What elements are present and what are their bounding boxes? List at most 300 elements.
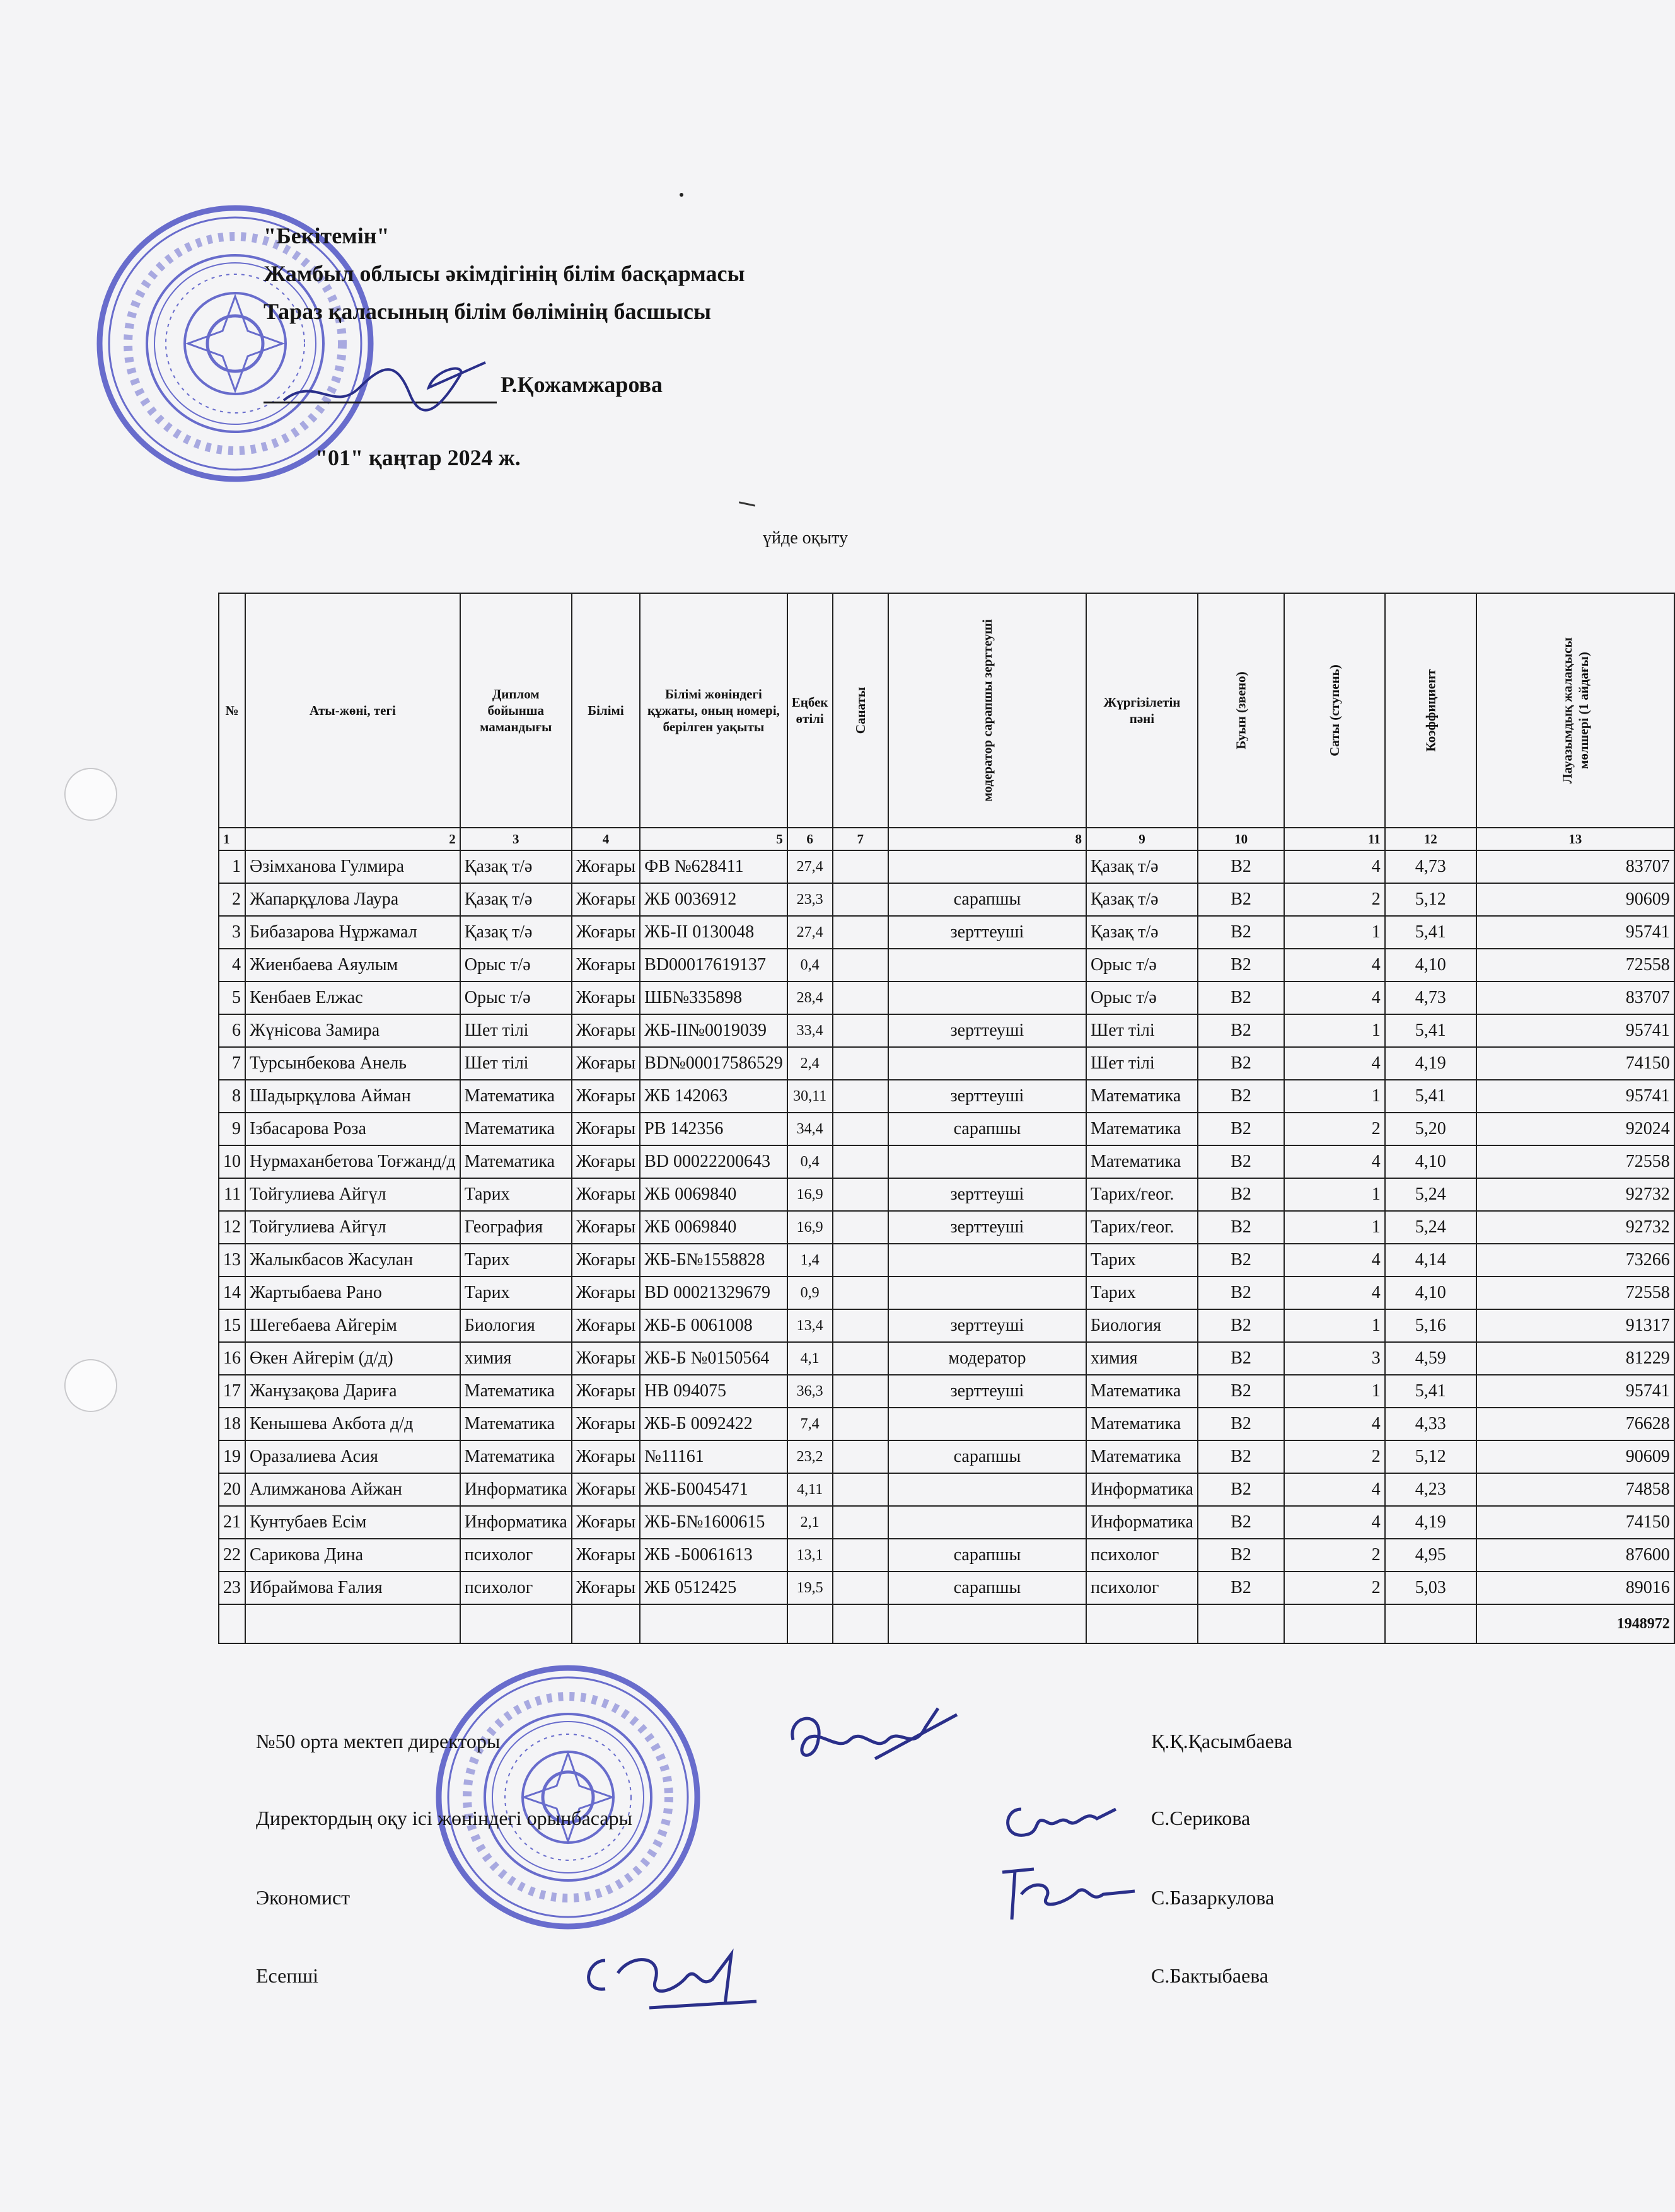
cell-category [833,1113,888,1145]
cell-experience: 2,1 [787,1506,833,1539]
cell-step: 1 [1284,1014,1385,1047]
cell-step: 4 [1284,850,1385,883]
cell-number: 15 [219,1309,245,1342]
cell-name: Оразалиева Асия [245,1440,460,1473]
table-row [219,1473,1674,1506]
table-row [219,1014,1674,1047]
table-row [219,1572,1674,1604]
cell-specialty: Шет тілі [460,1047,572,1080]
signature-title-accountant: Есепші [256,1964,318,1987]
scan-speck [680,193,683,197]
cell-category [833,1080,888,1113]
cell-coefficient: 4,10 [1385,1145,1476,1178]
cell-coefficient: 5,24 [1385,1178,1476,1211]
cell-document: BD 00022200643 [640,1145,787,1178]
cell-specialty: Математика [460,1408,572,1440]
column-number: 4 [572,828,640,850]
cell-education: Жоғары [572,1080,640,1113]
header-specialty: Диплом бойынша мамандығы [460,593,572,828]
cell-step: 4 [1284,1277,1385,1309]
column-number: 11 [1284,828,1385,850]
cell-specialty: География [460,1211,572,1244]
cell-category [833,1178,888,1211]
cell-salary: 95741 [1476,1375,1674,1408]
cell-step: 1 [1284,1309,1385,1342]
cell-document: ЖБ 0036912 [640,883,787,916]
column-number: 1 [219,828,245,850]
cell-link: В2 [1198,916,1284,949]
cell-salary: 72558 [1476,1145,1674,1178]
cell-specialty: химия [460,1342,572,1375]
header-subject: Жүргізілетін пәні [1086,593,1198,828]
cell-experience: 0,4 [787,949,833,982]
cell-number: 19 [219,1440,245,1473]
table-row [219,1244,1674,1277]
cell-education: Жоғары [572,1277,640,1309]
cell-salary: 81229 [1476,1342,1674,1375]
cell-experience: 4,1 [787,1342,833,1375]
table-row [219,916,1674,949]
table-row [219,1506,1674,1539]
cell-number: 20 [219,1473,245,1506]
cell-document: №11161 [640,1440,787,1473]
cell-salary: 91317 [1476,1309,1674,1342]
column-number: 8 [888,828,1086,850]
cell-qualification: зерттеуші [888,1178,1086,1211]
cell-coefficient: 4,19 [1385,1506,1476,1539]
cell-document: ЖБ-Б 0092422 [640,1408,787,1440]
cell-education: Жоғары [572,1506,640,1539]
cell-category [833,1211,888,1244]
cell-step: 4 [1284,1244,1385,1277]
cell-experience: 13,1 [787,1539,833,1572]
header-education: Білімі [572,593,640,828]
cell-document: ЖБ-Б0045471 [640,1473,787,1506]
header-number: № [219,593,245,828]
cell-category [833,1014,888,1047]
cell-step: 4 [1284,1473,1385,1506]
cell-salary: 83707 [1476,850,1674,883]
cell-name: Шегебаева Айгерім [245,1309,460,1342]
cell-education: Жоғары [572,1309,640,1342]
cell-education: Жоғары [572,1440,640,1473]
cell-experience: 0,4 [787,1145,833,1178]
cell-education: Жоғары [572,1473,640,1506]
header-coefficient: Коэффициент [1423,669,1439,752]
cell-link: В2 [1198,1440,1284,1473]
cell-step: 4 [1284,949,1385,982]
column-number: 10 [1198,828,1284,850]
cell-name: Кенышева Акбота д/д [245,1408,460,1440]
cell-subject: Математика [1086,1080,1198,1113]
table-row [219,1080,1674,1113]
column-number: 5 [640,828,787,850]
cell-category [833,1244,888,1277]
cell-number: 1 [219,850,245,883]
cell-qualification [888,949,1086,982]
cell-subject: Тарих/геог. [1086,1211,1198,1244]
cell-education: Жоғары [572,1211,640,1244]
cell-experience: 27,4 [787,850,833,883]
cell-experience: 13,4 [787,1309,833,1342]
cell-qualification: сарапшы [888,1572,1086,1604]
total-row [219,1604,1674,1643]
cell-link: В2 [1198,1572,1284,1604]
cell-subject: Шет тілі [1086,1047,1198,1080]
cell-specialty: Математика [460,1145,572,1178]
cell-link: В2 [1198,982,1284,1014]
cell-subject: Тарих/геог. [1086,1178,1198,1211]
signature-icon [277,350,504,419]
cell-link: В2 [1198,1309,1284,1342]
cell-name: Жалыкбасов Жасулан [245,1244,460,1277]
cell-name: Кенбаев Елжас [245,982,460,1014]
cell-link: В2 [1198,1178,1284,1211]
staff-salary-table [218,593,1675,1644]
cell-coefficient: 4,73 [1385,982,1476,1014]
cell-subject: химия [1086,1342,1198,1375]
cell-experience: 19,5 [787,1572,833,1604]
cell-education: Жоғары [572,1342,640,1375]
cell-step: 4 [1284,1047,1385,1080]
cell-link: В2 [1198,1408,1284,1440]
table-header-row [219,593,1674,828]
cell-experience: 7,4 [787,1408,833,1440]
cell-link: В2 [1198,1080,1284,1113]
cell-document: ЖБ-Б№1600615 [640,1506,787,1539]
cell-education: Жоғары [572,916,640,949]
cell-education: Жоғары [572,982,640,1014]
cell-coefficient: 5,20 [1385,1113,1476,1145]
cell-step: 4 [1284,1506,1385,1539]
cell-coefficient: 4,95 [1385,1539,1476,1572]
cell-coefficient: 5,41 [1385,1375,1476,1408]
cell-document: ЖБ-Б №0150564 [640,1342,787,1375]
cell-document: ЖБ 142063 [640,1080,787,1113]
cell-education: Жоғары [572,1408,640,1440]
cell-number: 6 [219,1014,245,1047]
cell-name: Тойгулиева Айгүл [245,1178,460,1211]
cell-name: Ибраймова Ғалия [245,1572,460,1604]
cell-qualification [888,1145,1086,1178]
cell-education: Жоғары [572,1572,640,1604]
cell-coefficient: 5,12 [1385,1440,1476,1473]
header-document: Білімі жөніндегі құжаты, оның номері, берілген уақыты [640,593,787,828]
cell-category [833,1539,888,1572]
cell-number: 8 [219,1080,245,1113]
table-row [219,1277,1674,1309]
cell-experience: 27,4 [787,916,833,949]
cell-step: 4 [1284,982,1385,1014]
cell-name: Шадырқұлова Айман [245,1080,460,1113]
cell-subject: Математика [1086,1440,1198,1473]
cell-specialty: Шет тілі [460,1014,572,1047]
cell-subject: Орыс т/ә [1086,982,1198,1014]
cell-qualification [888,1277,1086,1309]
cell-link: В2 [1198,850,1284,883]
cell-link: В2 [1198,1113,1284,1145]
header-step: Саты (ступень) [1327,664,1343,756]
cell-step: 1 [1284,1211,1385,1244]
cell-specialty: Тарих [460,1244,572,1277]
cell-document: ЖБ -Б0061613 [640,1539,787,1572]
cell-specialty: Математика [460,1440,572,1473]
cell-specialty: Математика [460,1375,572,1408]
cell-subject: Информатика [1086,1473,1198,1506]
cell-category [833,1572,888,1604]
cell-salary: 92024 [1476,1113,1674,1145]
cell-salary: 95741 [1476,916,1674,949]
signature-title-director: №50 орта мектеп директоры [256,1730,501,1752]
cell-category [833,916,888,949]
cell-step: 2 [1284,1440,1385,1473]
cell-number: 14 [219,1277,245,1309]
cell-name: Жанұзақова Дариға [245,1375,460,1408]
cell-document: ФВ №628411 [640,850,787,883]
cell-specialty: Қазақ т/ә [460,916,572,949]
approval-org-line-2: Тараз қаласының білім бөлімінің басшысы [264,299,712,324]
cell-qualification: зерттеуші [888,1014,1086,1047]
cell-category [833,1277,888,1309]
cell-specialty: психолог [460,1539,572,1572]
cell-subject: Информатика [1086,1506,1198,1539]
column-number: 13 [1476,828,1674,850]
cell-qualification [888,982,1086,1014]
table-row [219,1145,1674,1178]
cell-number: 7 [219,1047,245,1080]
cell-specialty: Информатика [460,1506,572,1539]
table-row [219,1342,1674,1375]
cell-coefficient: 4,23 [1385,1473,1476,1506]
cell-qualification: зерттеуші [888,1375,1086,1408]
cell-experience: 2,4 [787,1047,833,1080]
table-row [219,883,1674,916]
cell-experience: 1,4 [787,1244,833,1277]
cell-subject: Қазақ т/ә [1086,916,1198,949]
cell-coefficient: 5,03 [1385,1572,1476,1604]
cell-experience: 4,11 [787,1473,833,1506]
header-name: Аты-жөні, тегі [245,593,460,828]
cell-number: 3 [219,916,245,949]
cell-coefficient: 5,24 [1385,1211,1476,1244]
header-qualification: модератор сарапшы зерттеуші [979,619,995,802]
cell-experience: 16,9 [787,1178,833,1211]
cell-name: Өкен Айгерім (д/д) [245,1342,460,1375]
cell-coefficient: 4,73 [1385,850,1476,883]
cell-name: Тойгулиева Айгүл [245,1211,460,1244]
cell-coefficient: 5,16 [1385,1309,1476,1342]
table-row [219,1309,1674,1342]
cell-education: Жоғары [572,1047,640,1080]
cell-category [833,1309,888,1342]
cell-coefficient: 5,41 [1385,1014,1476,1047]
cell-document: РВ 142356 [640,1113,787,1145]
cell-salary: 90609 [1476,883,1674,916]
cell-document: НВ 094075 [640,1375,787,1408]
cell-qualification: зерттеуші [888,1309,1086,1342]
cell-qualification: сарапшы [888,1539,1086,1572]
table-row [219,1047,1674,1080]
cell-name: Алимжанова Айжан [245,1473,460,1506]
cell-category [833,850,888,883]
cell-specialty: Тарих [460,1277,572,1309]
cell-category [833,1145,888,1178]
cell-link: В2 [1198,1014,1284,1047]
cell-number: 12 [219,1211,245,1244]
cell-education: Жоғары [572,883,640,916]
cell-step: 4 [1284,1145,1385,1178]
cell-qualification: модератор [888,1342,1086,1375]
document-subtitle: үйде оқыту [763,528,848,548]
cell-coefficient: 5,12 [1385,883,1476,916]
signature-icon [996,1784,1122,1847]
table-row [219,1211,1674,1244]
table-row [219,850,1674,883]
cell-link: В2 [1198,1473,1284,1506]
cell-number: 16 [219,1342,245,1375]
cell-salary: 89016 [1476,1572,1674,1604]
header-experience: Еңбек өтілі [787,593,833,828]
cell-step: 1 [1284,1080,1385,1113]
cell-category [833,883,888,916]
cell-subject: Қазақ т/ә [1086,850,1198,883]
cell-name: Ізбасарова Роза [245,1113,460,1145]
approval-date: "01" қаңтар 2024 ж. [315,445,521,470]
cell-number: 17 [219,1375,245,1408]
cell-subject: Математика [1086,1408,1198,1440]
cell-subject: Тарих [1086,1244,1198,1277]
cell-qualification [888,1506,1086,1539]
cell-coefficient: 4,14 [1385,1244,1476,1277]
cell-qualification: сарапшы [888,1113,1086,1145]
cell-link: В2 [1198,1506,1284,1539]
cell-category [833,1047,888,1080]
signature-icon [574,1942,763,2017]
cell-specialty: Математика [460,1080,572,1113]
cell-education: Жоғары [572,949,640,982]
cell-qualification: зерттеуші [888,916,1086,949]
signature-title-deputy: Директордың оқу ісі жөніндегі орынбасары [256,1807,633,1829]
cell-education: Жоғары [572,850,640,883]
column-number: 9 [1086,828,1198,850]
cell-coefficient: 4,59 [1385,1342,1476,1375]
cell-specialty: психолог [460,1572,572,1604]
table-row [219,982,1674,1014]
cell-education: Жоғары [572,1014,640,1047]
cell-name: Жиенбаева Аяулым [245,949,460,982]
cell-category [833,982,888,1014]
cell-link: В2 [1198,1375,1284,1408]
cell-coefficient: 4,10 [1385,949,1476,982]
header-link: Буын (звено) [1233,671,1249,750]
cell-subject: Биология [1086,1309,1198,1342]
cell-category [833,1342,888,1375]
cell-name: Жүнісова Замира [245,1014,460,1047]
cell-link: В2 [1198,883,1284,916]
table-row [219,1408,1674,1440]
cell-document: ЖБ 0512425 [640,1572,787,1604]
cell-education: Жоғары [572,1539,640,1572]
cell-qualification [888,850,1086,883]
cell-category [833,949,888,982]
cell-qualification: сарапшы [888,883,1086,916]
cell-name: Жартыбаева Рано [245,1277,460,1309]
table-row [219,1113,1674,1145]
cell-salary: 92732 [1476,1211,1674,1244]
approval-block [264,217,745,477]
cell-step: 3 [1284,1342,1385,1375]
cell-specialty: Биология [460,1309,572,1342]
cell-qualification [888,1047,1086,1080]
cell-name: Сарикова Дина [245,1539,460,1572]
cell-step: 2 [1284,1539,1385,1572]
cell-specialty: Математика [460,1113,572,1145]
cell-name: Жапарқұлова Лаура [245,883,460,916]
cell-experience: 28,4 [787,982,833,1014]
cell-name: Бибазарова Нұржамал [245,916,460,949]
cell-document: ЖБ-ІІ 0130048 [640,916,787,949]
total-salary: 1948972 [1476,1604,1674,1643]
cell-number: 23 [219,1572,245,1604]
table-row [219,1178,1674,1211]
cell-qualification [888,1408,1086,1440]
cell-experience: 36,3 [787,1375,833,1408]
header-salary: Лауазымдық жалақысы мөлшері (1 айдағы) [1559,637,1591,784]
approval-heading: "Бекітемін" [264,223,390,248]
cell-category [833,1473,888,1506]
table-row [219,1539,1674,1572]
cell-salary: 92732 [1476,1178,1674,1211]
cell-link: В2 [1198,1539,1284,1572]
cell-number: 9 [219,1113,245,1145]
cell-number: 11 [219,1178,245,1211]
cell-subject: Математика [1086,1375,1198,1408]
cell-link: В2 [1198,1277,1284,1309]
table-row [219,949,1674,982]
signature-title-economist: Экономист [256,1886,351,1909]
cell-step: 1 [1284,1178,1385,1211]
cell-qualification: зерттеуші [888,1080,1086,1113]
signature-name-economist: С.Базаркулова [1151,1886,1275,1909]
cell-qualification [888,1244,1086,1277]
cell-education: Жоғары [572,1375,640,1408]
cell-link: В2 [1198,1145,1284,1178]
cell-salary: 87600 [1476,1539,1674,1572]
cell-subject: Қазақ т/ә [1086,883,1198,916]
cell-specialty: Орыс т/ә [460,949,572,982]
cell-education: Жоғары [572,1145,640,1178]
cell-step: 1 [1284,1375,1385,1408]
cell-coefficient: 5,41 [1385,1080,1476,1113]
cell-document: BD№00017586529 [640,1047,787,1080]
table-row [219,1440,1674,1473]
cell-name: Нурмаханбетова Тоғжанд/д [245,1145,460,1178]
cell-salary: 76628 [1476,1408,1674,1440]
cell-document: BD00017619137 [640,949,787,982]
cell-experience: 0,9 [787,1277,833,1309]
column-number: 7 [833,828,888,850]
cell-link: В2 [1198,1211,1284,1244]
column-number-row [219,828,1674,850]
cell-coefficient: 5,41 [1385,916,1476,949]
cell-subject: Шет тілі [1086,1014,1198,1047]
scan-mark [739,501,755,506]
cell-document: ЖБ-Б№1558828 [640,1244,787,1277]
cell-salary: 74150 [1476,1047,1674,1080]
cell-salary: 74858 [1476,1473,1674,1506]
cell-subject: Математика [1086,1113,1198,1145]
cell-document: ЖБ 0069840 [640,1211,787,1244]
